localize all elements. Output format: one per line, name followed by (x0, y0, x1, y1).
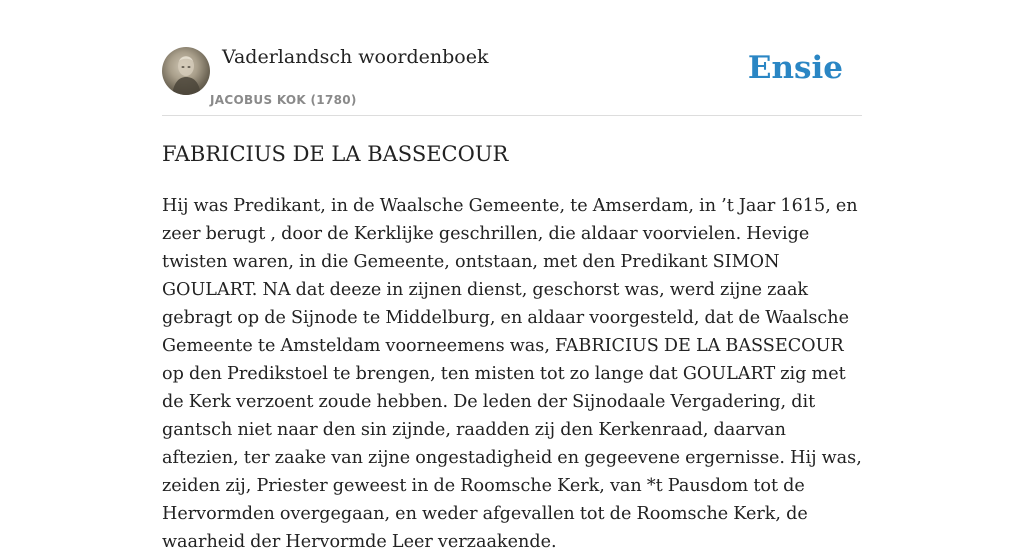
ensie-logo[interactable]: Ensie (747, 50, 843, 86)
entry-title: FABRICIUS DE LA BASSECOUR (162, 142, 509, 166)
book-title[interactable]: Vaderlandsch woordenboek (222, 46, 489, 68)
page (162, 0, 862, 552)
header (162, 0, 862, 116)
author-portrait-icon (162, 47, 210, 95)
book-author: JACOBUS KOK (1780) (210, 93, 357, 107)
entry-body: Hij was Predikant, in de Waalsche Gemeente, te Amserdam, in ’t Jaar 1615, en zeer berugt , door de Kerklijke geschrillen, die aldaar voorvielen. Hevige twisten waren, in die Gemeente, ontstaan, met den Predikant SIMON GOULART. NA dat deeze in zijnen dienst, geschorst was, werd zijne zaak gebragt op de Sijnode te Middelburg, en aldaar voorgesteld, dat de Waalsche Gemeente te Amsteldam voorneemens was, FABRICIUS DE LA BASSECOUR op den Predikstoel te brengen, ten misten tot zo lange dat GOULART zig met de Kerk verzoent zoude hebben. De leden der Sijnodaale Vergadering, dit gantsch niet naar den sin zijnde, raadden zij den Kerkenraad, daarvan aftezien, ter zaake van zijne ongestadigheid en gegeevene ergernisse. Hij was, zeiden zij, Priester geweest in de Roomsche Kerk, van *t Pausdom tot de Hervormden overgegaan, en weder afgevallen tot de Roomsche Kerk, de waarheid der Hervormde Leer verzaakende. (162, 196, 862, 552)
